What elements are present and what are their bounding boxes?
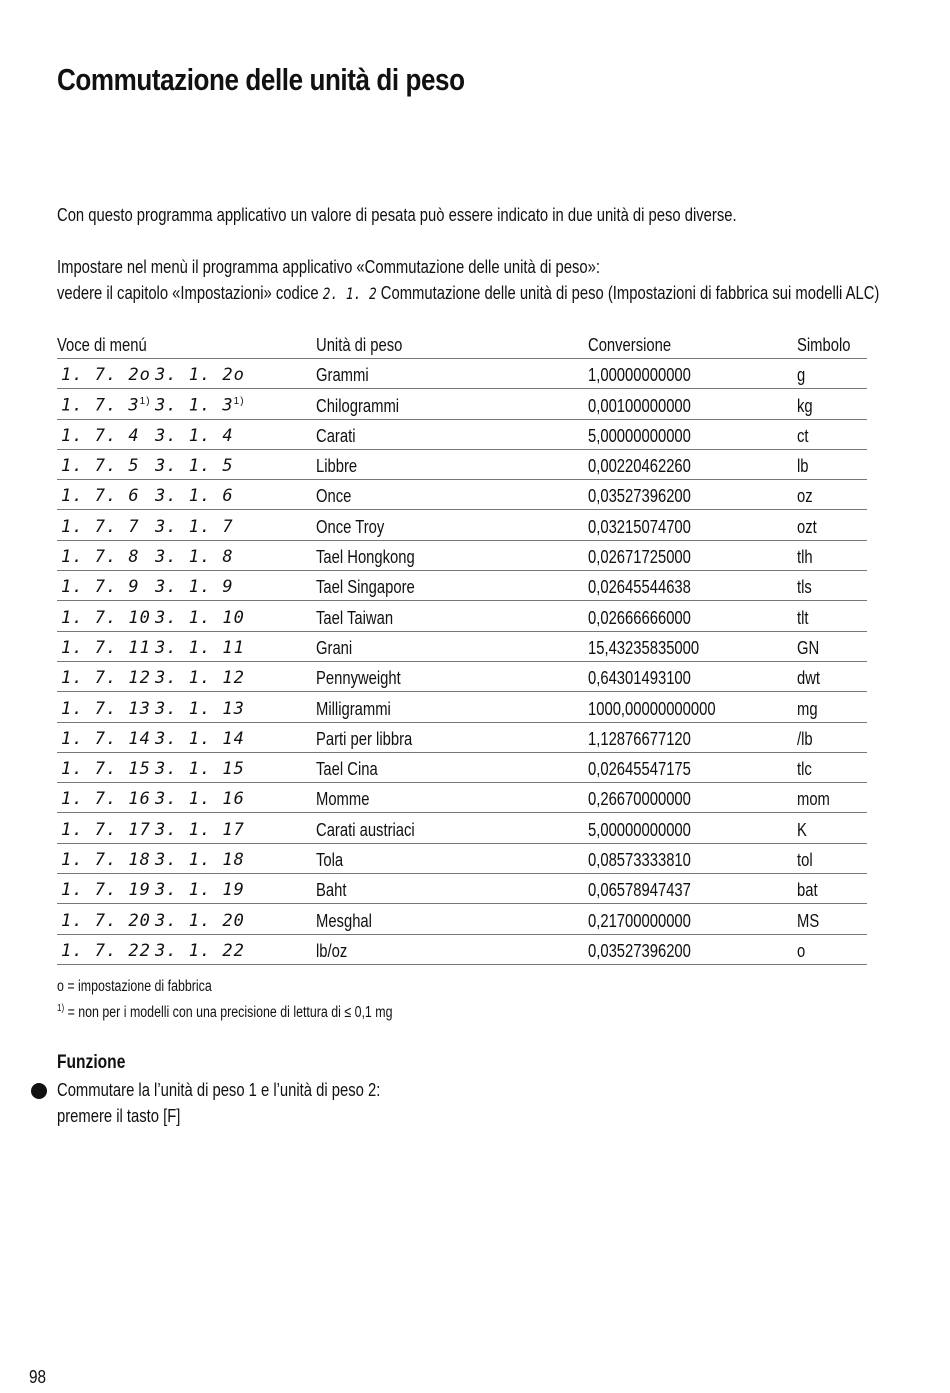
unit-name: Mesghal: [316, 909, 372, 931]
unit-symbol: K: [797, 818, 807, 840]
menu-code-1: [61, 788, 151, 810]
page-title: Commutazione delle unità di peso: [57, 62, 465, 97]
unit-symbol: o: [797, 939, 806, 961]
menu-code-2: [155, 485, 234, 507]
factory-mark: o: [233, 365, 245, 386]
menu-code-2-value: 3. 1. 14: [155, 728, 245, 749]
table-header: [57, 330, 867, 359]
menu-code-2-value: 3. 1. 8: [155, 547, 234, 568]
unit-name: Carati: [316, 424, 356, 446]
menu-code-2: [155, 819, 245, 841]
table-row: [57, 813, 867, 843]
menu-code-2-value: 3. 1. 16: [155, 789, 245, 810]
unit-name: Tael Cina: [316, 758, 378, 780]
table-row: [57, 935, 867, 965]
menu-code-2-value: 3. 1. 10: [155, 607, 245, 628]
menu-code-1-value: 1. 7. 12: [61, 668, 151, 689]
menu-code-1-value: 1. 7. 3: [61, 395, 140, 416]
menu-code-1: [61, 425, 140, 447]
unit-symbol: ozt: [797, 515, 817, 537]
table-body: [57, 359, 867, 965]
unit-name: Pennyweight: [316, 667, 401, 689]
menu-code-2: [155, 910, 245, 932]
menu-code-2-value: 3. 1. 4: [155, 425, 234, 446]
intro-paragraph: Con questo programma applicativo un valore di pesata può essere indicato in due unità di peso diverse.: [57, 204, 737, 225]
table-row: [57, 692, 867, 722]
menu-code-1-value: 1. 7. 4: [61, 425, 140, 446]
units-table: [57, 330, 867, 965]
menu-code-2: [155, 576, 234, 598]
unit-symbol: /lb: [797, 727, 813, 749]
unit-symbol: oz: [797, 485, 813, 507]
conversion-factor: 0,06578947437: [588, 879, 691, 901]
conversion-factor: 5,00000000000: [588, 424, 691, 446]
table-row: [57, 450, 867, 480]
unit-name: lb/oz: [316, 939, 348, 961]
menu-code-1: [61, 637, 151, 659]
unit-name: Grammi: [316, 364, 369, 386]
table-row: [57, 844, 867, 874]
menu-code-1: [61, 879, 151, 901]
menu-code-2-value: 3. 1. 9: [155, 577, 234, 598]
menu-code-2-value: 3. 1. 11: [155, 637, 245, 658]
menu-code-2: [155, 364, 245, 386]
unit-symbol: kg: [797, 394, 813, 416]
unit-symbol: dwt: [797, 667, 821, 689]
conversion-factor: 0,03215074700: [588, 515, 691, 537]
table-row: [57, 389, 867, 419]
menu-code-1: [61, 849, 151, 871]
header-menu: Voce di menú: [57, 334, 147, 355]
menu-code-1: [61, 607, 151, 629]
menu-code-2-value: 3. 1. 13: [155, 698, 245, 719]
unit-name: Tael Singapore: [316, 576, 415, 598]
unit-symbol: MS: [797, 909, 820, 931]
menu-code-1: [61, 364, 151, 386]
menu-code-2: [155, 940, 245, 962]
menu-code-1: [61, 819, 151, 841]
menu-code-2: [155, 849, 245, 871]
menu-code-2-value: 3. 1. 17: [155, 819, 245, 840]
menu-code-2-value: 3. 1. 7: [155, 516, 234, 537]
footnote-mark: 1): [139, 395, 151, 407]
menu-code-1: [61, 455, 140, 477]
menu-code-1-value: 1. 7. 11: [61, 637, 151, 658]
conversion-factor: 0,64301493100: [588, 667, 691, 689]
function-line1: Commutare la l’unità di peso 1 e l’unità di peso 2:: [57, 1079, 381, 1100]
unit-symbol: g: [797, 364, 806, 386]
menu-code-1-value: 1. 7. 2: [61, 365, 140, 386]
unit-name: Baht: [316, 879, 347, 901]
factory-mark: o: [139, 365, 151, 386]
factory-note: o = impostazione di fabbrica: [57, 978, 212, 995]
conversion-factor: 0,26670000000: [588, 788, 691, 810]
conversion-factor: 5,00000000000: [588, 818, 691, 840]
header-conversion: Conversione: [588, 334, 672, 355]
footnote-mark: 1): [57, 1003, 65, 1014]
table-row: [57, 420, 867, 450]
unit-symbol: tlt: [797, 606, 809, 628]
table-row: [57, 480, 867, 510]
conversion-factor: 15,43235835000: [588, 636, 700, 658]
menu-code-1-value: 1. 7. 9: [61, 577, 140, 598]
menu-code-1-value: 1. 7. 17: [61, 819, 151, 840]
menu-code-2: [155, 455, 234, 477]
table-row: [57, 571, 867, 601]
menu-code-1: [61, 940, 151, 962]
menu-code-1-value: 1. 7. 14: [61, 728, 151, 749]
menu-code-2: [155, 788, 245, 810]
unit-symbol: ct: [797, 424, 809, 446]
unit-name: Chilogrammi: [316, 394, 400, 416]
conversion-factor: 0,02671725000: [588, 546, 691, 568]
menu-code-2-value: 3. 1. 2: [155, 365, 234, 386]
menu-code-1: [61, 546, 140, 568]
table-row: [57, 662, 867, 692]
bullet-icon: [31, 1083, 47, 1099]
menu-code-1-value: 1. 7. 7: [61, 516, 140, 537]
unit-name: Libbre: [316, 455, 358, 477]
unit-name: Momme: [316, 788, 370, 810]
unit-name: Once: [316, 485, 352, 507]
menu-code-1-value: 1. 7. 19: [61, 880, 151, 901]
menu-code-1-value: 1. 7. 13: [61, 698, 151, 719]
menu-code-1-value: 1. 7. 8: [61, 547, 140, 568]
unit-symbol: tlc: [797, 758, 812, 780]
unit-name: Once Troy: [316, 515, 385, 537]
table-row: [57, 359, 867, 389]
unit-name: Tola: [316, 849, 344, 871]
header-unit: Unità di peso: [316, 334, 403, 355]
table-row: [57, 510, 867, 540]
conversion-factor: 0,00100000000: [588, 394, 691, 416]
conversion-factor: 0,03527396200: [588, 485, 691, 507]
table-row: [57, 723, 867, 753]
menu-code-2: [155, 728, 245, 750]
unit-name: Tael Taiwan: [316, 606, 394, 628]
menu-code-2-value: 3. 1. 3: [155, 395, 234, 416]
table-row: [57, 904, 867, 934]
function-text: [57, 1077, 380, 1129]
menu-code-1: [61, 576, 140, 598]
menu-code-1: [61, 667, 151, 689]
menu-code-2-value: 3. 1. 20: [155, 910, 245, 931]
unit-symbol: mom: [797, 788, 830, 810]
unit-name: Tael Hongkong: [316, 546, 415, 568]
header-symbol: Simbolo: [797, 334, 851, 355]
menu-code-1-value: 1. 7. 22: [61, 940, 151, 961]
menu-code-1: [61, 391, 151, 417]
menu-code-2-value: 3. 1. 5: [155, 456, 234, 477]
setup-line2-post: Commutazione delle unità di peso (Impostazioni di fabbrica sui modelli ALC): [380, 282, 880, 303]
conversion-factor: 0,00220462260: [588, 455, 691, 477]
menu-code-2: [155, 425, 234, 447]
unit-name: Grani: [316, 636, 353, 658]
setup-line2-pre: vedere il capitolo «Impostazioni» codice: [57, 282, 319, 303]
setup-line1: Impostare nel menù il programma applicativo «Commutazione delle unità di peso»:: [57, 256, 600, 277]
menu-code-1-value: 1. 7. 18: [61, 850, 151, 871]
table-row: [57, 874, 867, 904]
table-row: [57, 601, 867, 631]
table-row: [57, 632, 867, 662]
function-line2: premere il tasto [F]: [57, 1105, 181, 1126]
menu-code-2-value: 3. 1. 6: [155, 486, 234, 507]
footnote-text: = non per i modelli con una precisione di lettura di ≤ 0,1 mg: [64, 1004, 393, 1022]
menu-code-1: [61, 485, 140, 507]
unit-symbol: tol: [797, 849, 813, 871]
unit-name: Carati austriaci: [316, 818, 415, 840]
menu-code-2-value: 3. 1. 18: [155, 850, 245, 871]
menu-code-2-value: 3. 1. 12: [155, 668, 245, 689]
page-number: 98: [29, 1367, 47, 1387]
conversion-factor: 1,00000000000: [588, 364, 691, 386]
conversion-factor: 1,12876677120: [588, 727, 691, 749]
menu-code-2: [155, 758, 245, 780]
menu-code-2: [155, 879, 245, 901]
footnote: [57, 1003, 392, 1022]
menu-code-2: [155, 607, 245, 629]
menu-code-1: [61, 910, 151, 932]
menu-code-1-value: 1. 7. 10: [61, 607, 151, 628]
setup-code: 2. 1. 2: [322, 284, 377, 303]
conversion-factor: 0,02645547175: [588, 758, 691, 780]
menu-code-1-value: 1. 7. 15: [61, 759, 151, 780]
unit-name: Parti per libbra: [316, 727, 413, 749]
table-row: [57, 541, 867, 571]
menu-code-1-value: 1. 7. 5: [61, 456, 140, 477]
conversion-factor: 0,21700000000: [588, 909, 691, 931]
function-title: Funzione: [57, 1052, 126, 1073]
menu-code-2-value: 3. 1. 22: [155, 940, 245, 961]
unit-symbol: GN: [797, 636, 820, 658]
menu-code-2: [155, 637, 245, 659]
table-row: [57, 783, 867, 813]
menu-code-1: [61, 728, 151, 750]
menu-code-1-value: 1. 7. 20: [61, 910, 151, 931]
menu-code-1: [61, 758, 151, 780]
menu-code-2-value: 3. 1. 19: [155, 880, 245, 901]
unit-symbol: tlh: [797, 546, 813, 568]
unit-symbol: bat: [797, 879, 818, 901]
menu-code-1-value: 1. 7. 16: [61, 789, 151, 810]
menu-code-2: [155, 516, 234, 538]
menu-code-2: [155, 391, 245, 417]
menu-code-2-value: 3. 1. 15: [155, 759, 245, 780]
footnote-mark: 1): [233, 395, 245, 407]
menu-code-2: [155, 667, 245, 689]
unit-symbol: tls: [797, 576, 812, 598]
conversion-factor: 0,03527396200: [588, 939, 691, 961]
conversion-factor: 0,02666666000: [588, 606, 691, 628]
menu-code-2: [155, 698, 245, 720]
unit-name: Milligrammi: [316, 697, 391, 719]
setup-paragraph: [57, 254, 879, 307]
menu-code-1: [61, 698, 151, 720]
menu-code-2: [155, 546, 234, 568]
conversion-factor: 0,08573333810: [588, 849, 691, 871]
conversion-factor: 1000,00000000000: [588, 697, 716, 719]
menu-code-1-value: 1. 7. 6: [61, 486, 140, 507]
unit-symbol: lb: [797, 455, 809, 477]
table-row: [57, 753, 867, 783]
menu-code-1: [61, 516, 140, 538]
unit-symbol: mg: [797, 697, 818, 719]
conversion-factor: 0,02645544638: [588, 576, 691, 598]
